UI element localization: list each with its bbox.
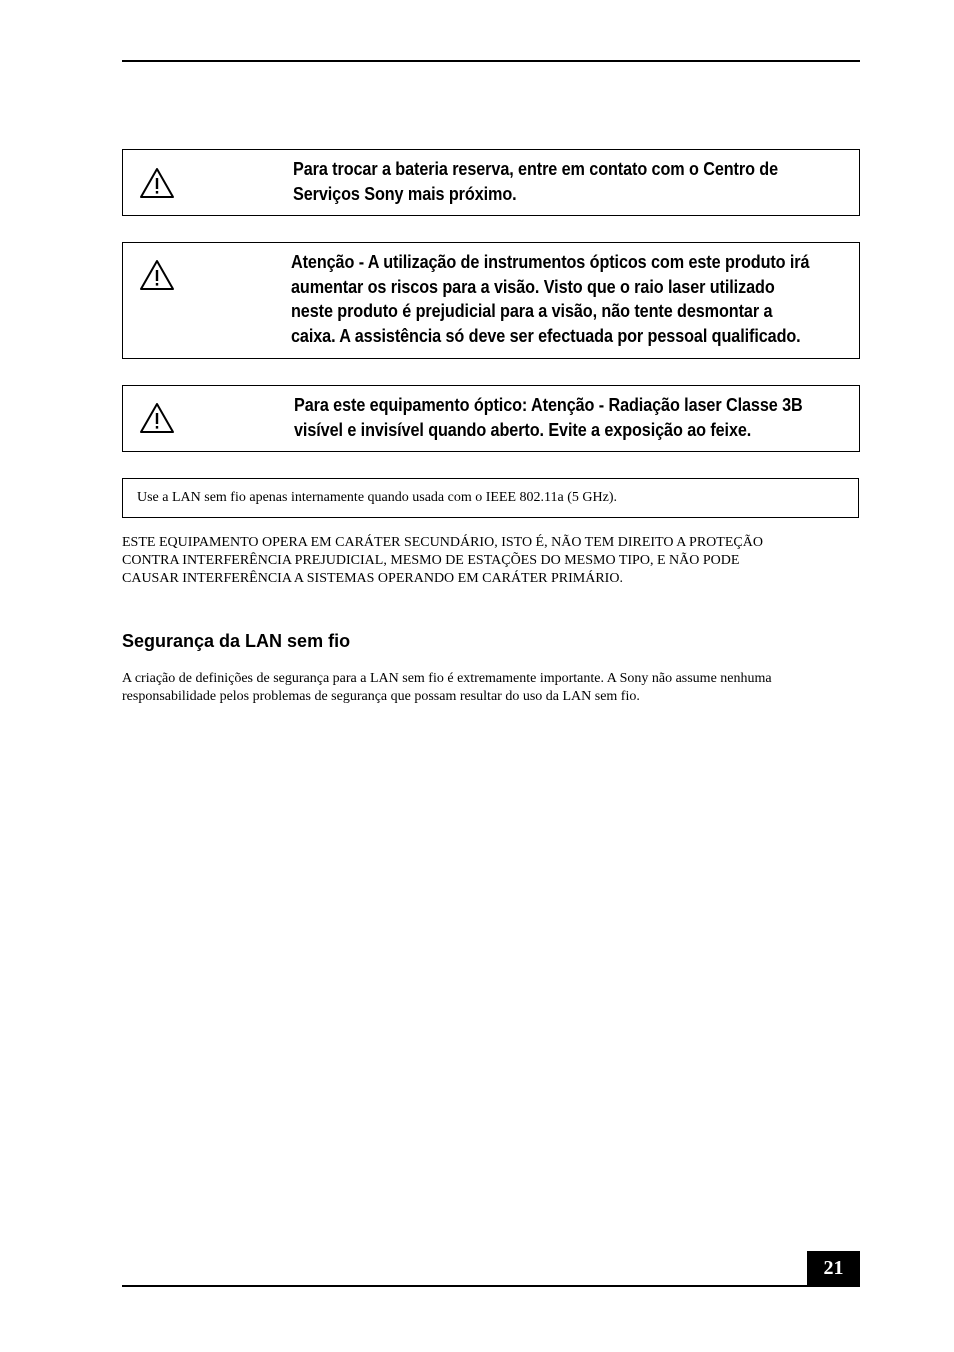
header-rule (122, 60, 860, 62)
warning-text: Atenção - A utilização de instrumentos ópticos com este produto irá aumentar os riscos para a visão. Visto que o raio laser utilizado neste produto é prejudicial para a visão, não tente desmontar a caixa. A assistência só deve ser efectuada por pessoal qualificado. (291, 252, 810, 346)
warning-triangle-icon (139, 167, 175, 199)
warning-triangle-icon (139, 402, 175, 434)
regulatory-notice: ESTE EQUIPAMENTO OPERA EM CARÁTER SECUNDÁRIO, ISTO É, NÃO TEM DIREITO A PROTEÇÃO CONTRA INTERFERÊNCIA PREJUDICIAL, MESMO DE ESTAÇÕES DO MESMO TIPO, E NÃO PODE CAUSAR INTERFERÊNCIA A SISTEMAS OPERANDO EM CARÁTER PRIMÁRIO. (122, 535, 763, 586)
section-body: A criação de definições de segurança para a LAN sem fio é extremamente importante. A Sony não assume nenhuma responsabilidade pelos problemas de segurança que possam resultar do uso da LAN sem fio. (122, 671, 772, 704)
warning-text: Para este equipamento óptico: Atenção - Radiação laser Classe 3B visível e invisível quando aberto. Evite a exposição ao feixe. (294, 395, 803, 440)
warning-box-laser (122, 385, 860, 452)
warning-text: Para trocar a bateria reserva, entre em contato com o Centro de Serviços Sony mais próximo. (293, 159, 779, 204)
page-number: 21 (807, 1251, 860, 1287)
warning-triangle-icon (139, 259, 175, 291)
footer-rule (122, 1285, 860, 1287)
warning-box-optical (122, 242, 860, 359)
warning-box-battery (122, 149, 860, 216)
section-title: Segurança da LAN sem fio (122, 631, 351, 651)
note-box: Use a LAN sem fio apenas internamente quando usada com o IEEE 802.11a (5 GHz). (122, 478, 859, 518)
